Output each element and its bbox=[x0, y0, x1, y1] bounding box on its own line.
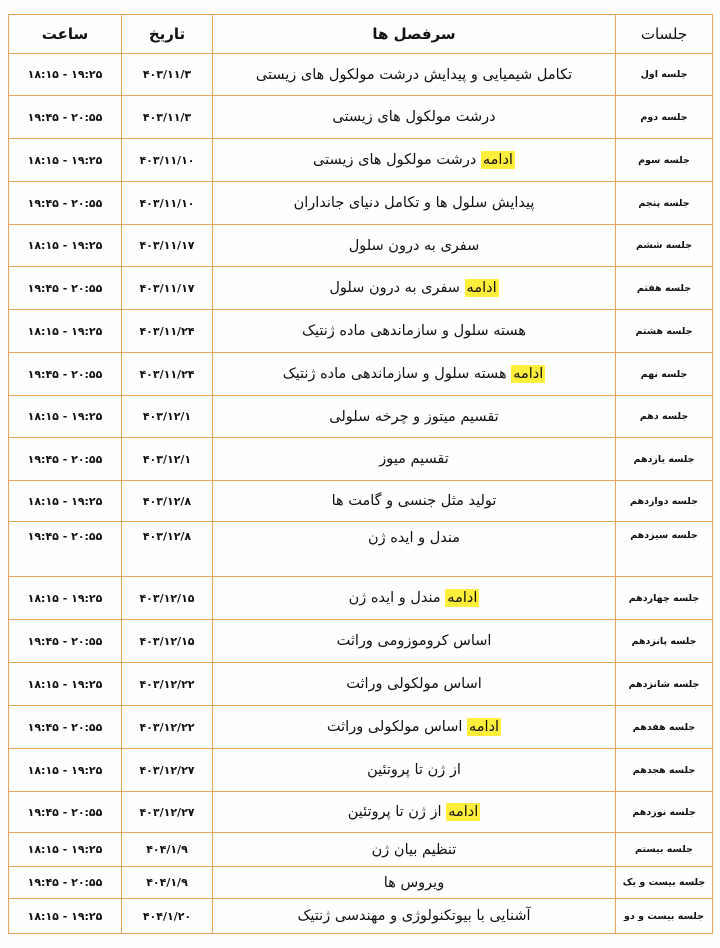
topic-text bbox=[337, 633, 492, 649]
topic-cell bbox=[213, 706, 616, 749]
session-cell bbox=[616, 182, 713, 225]
date-value: ۴۰۳/۱۲/۲۲ bbox=[139, 720, 195, 734]
date-value: ۴۰۳/۱۱/۱۰ bbox=[139, 196, 195, 210]
date-cell bbox=[122, 577, 213, 620]
date-value: ۴۰۳/۱۲/۱۵ bbox=[139, 591, 195, 605]
topic-cell bbox=[213, 577, 616, 620]
session-label: جلسه چهاردهم bbox=[628, 592, 700, 604]
session-label: جلسه پنجم bbox=[638, 197, 690, 209]
session-cell bbox=[616, 139, 713, 182]
table-row bbox=[9, 353, 713, 396]
session-cell bbox=[616, 267, 713, 310]
date-value: ۴۰۳/۱۱/۲۴ bbox=[139, 324, 195, 338]
topic-cell bbox=[213, 867, 616, 899]
date-value: ۴۰۳/۱۱/۱۷ bbox=[139, 281, 195, 295]
date-cell bbox=[122, 706, 213, 749]
topic-text bbox=[348, 803, 481, 821]
topic-cell bbox=[213, 792, 616, 833]
session-label: جلسه هشتم bbox=[635, 325, 693, 337]
topic-text bbox=[372, 842, 457, 858]
time-cell bbox=[9, 833, 122, 867]
topic-label: از ژن تا پروتئین bbox=[367, 762, 461, 778]
topic-text bbox=[283, 365, 546, 383]
topic-label: آشنایی با بیوتکنولوژی و مهندسی ژنتیک bbox=[297, 908, 531, 924]
topic-label: سفری به درون سلول bbox=[329, 280, 460, 296]
table-row bbox=[9, 833, 713, 867]
time-value: ۱۹:۴۵ - ۲۰:۵۵ bbox=[27, 805, 103, 819]
session-cell bbox=[616, 833, 713, 867]
session-label: جلسه پانزدهم bbox=[631, 635, 697, 647]
topic-label: تقسیم میتوز و چرخه سلولی bbox=[329, 408, 499, 425]
topic-label: اساس مولکولی وراثت bbox=[346, 676, 482, 692]
topic-cell bbox=[213, 481, 616, 522]
table-row bbox=[9, 438, 713, 481]
topic-cell bbox=[213, 663, 616, 706]
time-cell bbox=[9, 867, 122, 899]
time-cell bbox=[9, 899, 122, 934]
session-cell bbox=[616, 749, 713, 792]
time-value: ۱۹:۴۵ - ۲۰:۵۵ bbox=[27, 110, 103, 124]
topic-label: هسته سلول و سازماندهی ماده ژنتیک bbox=[282, 366, 507, 382]
date-cell bbox=[122, 267, 213, 310]
topic-text bbox=[379, 451, 449, 467]
table-row bbox=[9, 577, 713, 620]
topic-text bbox=[368, 530, 460, 546]
session-cell bbox=[616, 54, 713, 96]
topic-text bbox=[329, 279, 498, 297]
date-cell bbox=[122, 792, 213, 833]
session-label: جلسه یازدهم bbox=[633, 453, 695, 465]
topic-label: پیدایش سلول ها و تکامل دنیای جانداران bbox=[293, 195, 535, 211]
continuation-highlight: ادامه bbox=[513, 366, 544, 382]
topic-cell bbox=[213, 225, 616, 267]
time-cell bbox=[9, 749, 122, 792]
topic-text bbox=[302, 323, 526, 339]
session-label: جلسه هفدهم bbox=[632, 721, 696, 733]
date-value: ۴۰۳/۱۱/۱۰ bbox=[139, 153, 195, 167]
session-cell bbox=[616, 438, 713, 481]
time-cell bbox=[9, 706, 122, 749]
topic-label: اساس مولکولی وراثت bbox=[326, 719, 463, 735]
session-cell bbox=[616, 353, 713, 396]
session-cell bbox=[616, 396, 713, 438]
time-cell bbox=[9, 792, 122, 833]
date-cell bbox=[122, 353, 213, 396]
session-label: جلسه هجدهم bbox=[632, 764, 696, 776]
topic-label: سفری به درون سلول bbox=[348, 237, 480, 254]
header-topic: سرفصل ها bbox=[213, 15, 616, 54]
time-value: ۱۸:۱۵ - ۱۹:۲۵ bbox=[27, 239, 103, 252]
topic-text bbox=[349, 589, 480, 607]
session-label: جلسه ششم bbox=[636, 240, 692, 251]
table-row bbox=[9, 706, 713, 749]
topic-cell bbox=[213, 749, 616, 792]
topic-cell bbox=[213, 396, 616, 438]
time-value: ۱۸:۱۵ - ۱۹:۲۵ bbox=[27, 909, 103, 923]
session-cell bbox=[616, 577, 713, 620]
time-value: ۱۹:۴۵ - ۲۰:۵۵ bbox=[27, 452, 103, 466]
time-value: ۱۹:۴۵ - ۲۰:۵۵ bbox=[27, 367, 103, 381]
date-cell bbox=[122, 867, 213, 899]
session-label: جلسه بیست و دو bbox=[624, 910, 704, 922]
continuation-highlight: ادامه bbox=[447, 590, 478, 606]
session-label: جلسه هفتم bbox=[636, 282, 692, 294]
topic-cell bbox=[213, 139, 616, 182]
topic-text bbox=[329, 409, 498, 425]
table-row bbox=[9, 620, 713, 663]
date-value: ۴۰۴/۱/۹ bbox=[146, 876, 188, 889]
date-cell bbox=[122, 663, 213, 706]
date-cell bbox=[122, 225, 213, 267]
header-date: تاریخ bbox=[122, 15, 213, 54]
table-row bbox=[9, 267, 713, 310]
schedule-body bbox=[9, 54, 713, 934]
date-value: ۴۰۳/۱۲/۲۷ bbox=[139, 805, 195, 819]
session-cell bbox=[616, 706, 713, 749]
time-value: ۱۸:۱۵ - ۱۹:۲۵ bbox=[27, 843, 103, 856]
date-value: ۴۰۳/۱۱/۳ bbox=[142, 110, 192, 124]
session-cell bbox=[616, 620, 713, 663]
topic-cell bbox=[213, 267, 616, 310]
topic-text bbox=[327, 718, 501, 736]
time-cell bbox=[9, 663, 122, 706]
topic-cell bbox=[213, 522, 616, 577]
topic-cell bbox=[213, 310, 616, 353]
time-value: ۱۹:۴۵ - ۲۰:۵۵ bbox=[27, 634, 103, 648]
date-cell bbox=[122, 899, 213, 934]
topic-cell bbox=[213, 54, 616, 96]
time-value: ۱۹:۴۵ - ۲۰:۵۵ bbox=[27, 876, 103, 889]
table-row bbox=[9, 396, 713, 438]
date-cell bbox=[122, 310, 213, 353]
continuation-highlight: ادامه bbox=[482, 152, 513, 168]
date-value: ۴۰۳/۱۱/۳ bbox=[142, 68, 192, 81]
topic-text bbox=[256, 67, 572, 83]
topic-label: تولید مثل جنسی و گامت ها bbox=[331, 493, 497, 509]
table-row bbox=[9, 139, 713, 182]
time-cell bbox=[9, 225, 122, 267]
time-cell bbox=[9, 96, 122, 139]
table-row bbox=[9, 522, 713, 577]
time-cell bbox=[9, 54, 122, 96]
continuation-highlight: ادامه bbox=[466, 280, 497, 296]
table-row bbox=[9, 792, 713, 833]
session-label: جلسه بیست و یک bbox=[622, 877, 706, 888]
topic-text bbox=[294, 195, 535, 211]
time-cell bbox=[9, 182, 122, 225]
date-cell bbox=[122, 749, 213, 792]
topic-text bbox=[367, 762, 461, 778]
header-session: جلسات bbox=[616, 15, 713, 54]
date-value: ۴۰۳/۱۲/۸ bbox=[142, 530, 192, 543]
topic-text bbox=[332, 493, 497, 509]
session-label: جلسه دوم bbox=[640, 111, 688, 123]
topic-label: تنظیم بیان ژن bbox=[371, 841, 457, 858]
session-label: جلسه دهم bbox=[639, 411, 689, 422]
topic-label: درشت مولکول های زیستی bbox=[332, 109, 496, 125]
continuation-highlight: ادامه bbox=[448, 804, 479, 820]
time-value: ۱۸:۱۵ - ۱۹:۲۵ bbox=[27, 324, 103, 338]
topic-label: تقسیم میوز bbox=[379, 451, 449, 467]
header-row bbox=[9, 15, 713, 54]
table-row bbox=[9, 54, 713, 96]
session-cell bbox=[616, 663, 713, 706]
session-cell bbox=[616, 522, 713, 577]
session-label: جلسه شانزدهم bbox=[628, 678, 700, 690]
time-value: ۱۸:۱۵ - ۱۹:۲۵ bbox=[27, 763, 103, 777]
session-label: جلسه نوزدهم bbox=[632, 806, 696, 818]
table-row bbox=[9, 96, 713, 139]
time-value: ۱۹:۴۵ - ۲۰:۵۵ bbox=[27, 720, 103, 734]
table-row bbox=[9, 310, 713, 353]
topic-cell bbox=[213, 182, 616, 225]
topic-text bbox=[313, 151, 515, 169]
table-row bbox=[9, 481, 713, 522]
topic-label: از ژن تا پروتئین bbox=[347, 804, 442, 820]
table-row bbox=[9, 225, 713, 267]
session-label: جلسه نهم bbox=[640, 368, 688, 380]
session-cell bbox=[616, 225, 713, 267]
date-value: ۴۰۳/۱۲/۱ bbox=[142, 410, 192, 423]
topic-cell bbox=[213, 899, 616, 934]
session-cell bbox=[616, 867, 713, 899]
time-cell bbox=[9, 353, 122, 396]
date-value: ۴۰۳/۱۲/۲۷ bbox=[139, 763, 195, 777]
time-cell bbox=[9, 438, 122, 481]
topic-label: تکامل شیمیایی و پیدایش درشت مولکول های زیستی bbox=[255, 66, 573, 83]
date-value: ۴۰۴/۱/۹ bbox=[146, 843, 188, 856]
session-cell bbox=[616, 310, 713, 353]
session-cell bbox=[616, 96, 713, 139]
session-label: جلسه سیزدهم bbox=[630, 530, 698, 541]
schedule-table bbox=[8, 14, 713, 934]
date-cell bbox=[122, 481, 213, 522]
date-value: ۴۰۴/۱/۲۰ bbox=[142, 909, 192, 923]
time-cell bbox=[9, 310, 122, 353]
time-cell bbox=[9, 139, 122, 182]
topic-text bbox=[297, 908, 530, 924]
date-cell bbox=[122, 833, 213, 867]
time-cell bbox=[9, 620, 122, 663]
date-value: ۴۰۳/۱۲/۲۲ bbox=[139, 677, 195, 691]
session-label: جلسه بیستم bbox=[635, 844, 693, 855]
time-value: ۱۹:۴۵ - ۲۰:۵۵ bbox=[27, 196, 103, 210]
date-value: ۴۰۳/۱۲/۱۵ bbox=[139, 634, 195, 648]
date-cell bbox=[122, 396, 213, 438]
time-cell bbox=[9, 481, 122, 522]
time-cell bbox=[9, 522, 122, 577]
table-row bbox=[9, 867, 713, 899]
table-row bbox=[9, 899, 713, 934]
time-cell bbox=[9, 577, 122, 620]
date-value: ۴۰۳/۱۲/۱ bbox=[142, 452, 192, 466]
header-time: ساعت bbox=[9, 15, 122, 54]
session-label: جلسه اول bbox=[640, 69, 688, 80]
date-value: ۴۰۳/۱۱/۲۴ bbox=[139, 367, 195, 381]
session-label: جلسه دوازدهم bbox=[630, 495, 698, 507]
topic-cell bbox=[213, 96, 616, 139]
topic-cell bbox=[213, 353, 616, 396]
table-row bbox=[9, 663, 713, 706]
topic-label: ویروس ها bbox=[383, 874, 445, 891]
date-cell bbox=[122, 54, 213, 96]
topic-label: هسته سلول و سازماندهی ماده ژنتیک bbox=[302, 323, 526, 339]
time-value: ۱۸:۱۵ - ۱۹:۲۵ bbox=[27, 591, 103, 605]
time-value: ۱۸:۱۵ - ۱۹:۲۵ bbox=[27, 68, 103, 81]
date-cell bbox=[122, 139, 213, 182]
session-cell bbox=[616, 899, 713, 934]
topic-label: درشت مولکول های زیستی bbox=[313, 152, 477, 168]
table-row bbox=[9, 749, 713, 792]
topic-text bbox=[332, 109, 495, 125]
topic-label: اساس کروموزومی وراثت bbox=[336, 633, 492, 649]
topic-cell bbox=[213, 620, 616, 663]
session-cell bbox=[616, 481, 713, 522]
time-value: ۱۸:۱۵ - ۱۹:۲۵ bbox=[27, 677, 103, 691]
time-value: ۱۹:۴۵ - ۲۰:۵۵ bbox=[27, 530, 103, 543]
date-cell bbox=[122, 620, 213, 663]
topic-cell bbox=[213, 833, 616, 867]
date-cell bbox=[122, 96, 213, 139]
date-value: ۴۰۳/۱۱/۱۷ bbox=[139, 239, 195, 252]
date-cell bbox=[122, 522, 213, 577]
date-cell bbox=[122, 438, 213, 481]
date-cell bbox=[122, 182, 213, 225]
topic-text bbox=[349, 238, 480, 254]
time-cell bbox=[9, 267, 122, 310]
session-label: جلسه سوم bbox=[638, 154, 690, 166]
topic-text bbox=[384, 875, 444, 891]
topic-text bbox=[346, 676, 482, 692]
topic-label: مندل و ایده ژن bbox=[367, 530, 461, 546]
continuation-highlight: ادامه bbox=[469, 719, 500, 735]
session-cell bbox=[616, 792, 713, 833]
topic-label: مندل و ایده ژن bbox=[348, 590, 441, 606]
topic-cell bbox=[213, 438, 616, 481]
time-value: ۱۸:۱۵ - ۱۹:۲۵ bbox=[27, 494, 103, 508]
time-value: ۱۹:۴۵ - ۲۰:۵۵ bbox=[27, 281, 103, 295]
date-value: ۴۰۳/۱۲/۸ bbox=[142, 494, 192, 508]
time-value: ۱۸:۱۵ - ۱۹:۲۵ bbox=[27, 410, 103, 423]
time-value: ۱۸:۱۵ - ۱۹:۲۵ bbox=[27, 153, 103, 167]
time-cell bbox=[9, 396, 122, 438]
table-row bbox=[9, 182, 713, 225]
